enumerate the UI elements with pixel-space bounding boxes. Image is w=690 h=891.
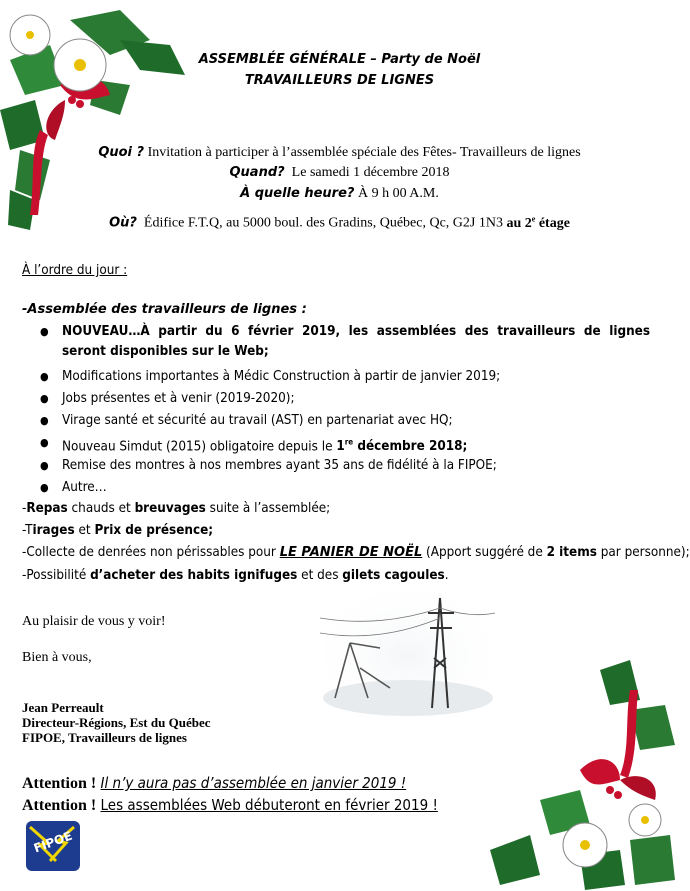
closing-line-1: Au plaisir de vous y voir! (22, 614, 166, 629)
bullet-icon: ● (40, 325, 49, 338)
ou-floor: au 2 (506, 215, 532, 231)
bullet-text: Autre… (62, 480, 107, 495)
bullet-text: NOUVEAU…À partir du 6 février 2019, les assemblées des travailleurs de lignes seront disponibles sur le Web; (62, 324, 650, 359)
agenda-heading: À l’ordre du jour : (22, 263, 128, 278)
bullet-icon: ● (40, 436, 49, 449)
attention-text-1: Il n’y aura pas d’assemblée en janvier 2019 ! (100, 774, 407, 792)
attention-line-1 (22, 774, 406, 793)
closing-line-2: Bien à vous, (22, 650, 92, 665)
bullet-icon: ● (40, 481, 49, 494)
bullet-icon: ● (40, 392, 49, 405)
holly-decoration-top-left (0, 0, 200, 240)
detail-heure (0, 184, 679, 204)
bullet-text: Jobs présentes et à venir (2019-2020); (62, 391, 295, 406)
quand-label: Quand? (229, 165, 285, 180)
simdut-date-day: 1 (336, 439, 345, 455)
fipoe-logo (26, 821, 80, 871)
agenda-section: -Assemblée des travailleurs de lignes : (22, 302, 307, 317)
detail-quand (0, 163, 679, 183)
attention-label: Attention ! (22, 797, 97, 814)
quoi-label: Quoi ? (98, 145, 145, 160)
bullet-icon: ● (40, 370, 49, 383)
signature-name: Jean Perreault (22, 700, 104, 715)
bullet-text: Remise des montres à nos membres ayant 35 ans de fidélité à la FIPOE; (62, 458, 497, 473)
signature-block (22, 700, 210, 745)
detail-ou (0, 209, 679, 234)
attention-text-2: Les assemblées Web débuteront en février 2019 ! (100, 796, 438, 814)
simdut-text: Nouveau Simdut (2015) obligatoire depuis le (62, 439, 333, 455)
list-item (40, 322, 650, 362)
ou-floor-word: étage (538, 215, 570, 231)
holly-decoration-bottom-right (480, 650, 679, 891)
quoi-text: Invitation à participer à l’assemblée spéciale des Fêtes- Travailleurs de lignes (147, 145, 581, 160)
detail-quoi (0, 143, 679, 163)
bullet-text: Virage santé et sécurité au travail (AST) en partenariat avec HQ; (62, 413, 453, 428)
event-title: ASSEMBLÉE GÉNÉRALE – Party de Noël (198, 52, 481, 67)
quand-text: Le samedi 1 décembre 2018 (291, 165, 450, 180)
heure-text: À 9 h 00 A.M. (357, 186, 439, 201)
agenda-collecte: -Collecte de denrées non périssables pour LE PANIER DE NOËL (Apport suggéré de 2 items par personne); (22, 545, 690, 560)
attention-label: Attention ! (22, 775, 97, 792)
bullet-text: Modifications importantes à Médic Construction à partir de janvier 2019; (62, 369, 501, 384)
logo-text: FIPOE (31, 828, 75, 856)
bullet-icon: ● (40, 459, 49, 472)
bullet-icon: ● (40, 414, 49, 427)
agenda-tirages: -Tirages et Prix de présence; (22, 523, 214, 538)
signature-title: Directeur-Régions, Est du Québec (22, 715, 211, 730)
ou-floor-sup: e (531, 214, 536, 223)
simdut-date-rest: décembre 2018; (357, 439, 468, 455)
heure-label: À quelle heure? (240, 186, 355, 201)
ice-storm-pylon-image (320, 588, 495, 723)
agenda-repas: -Repas chauds et breuvages suite à l’assemblée; (22, 501, 331, 516)
attention-line-2 (22, 796, 438, 815)
event-subtitle: TRAVAILLEURS DE LIGNES (244, 73, 435, 88)
simdut-date-sup: re (344, 438, 354, 447)
ou-label: Où? (109, 215, 137, 231)
bullet-text (62, 433, 650, 457)
signature-org: FIPOE, Travailleurs de lignes (22, 730, 187, 745)
agenda-habits: -Possibilité d’acheter des habits ignifuges et des gilets cagoules. (22, 568, 449, 583)
ou-text: Édifice F.T.Q, au 5000 boul. des Gradins, Québec, Qc, G2J 1N3 (143, 215, 503, 231)
